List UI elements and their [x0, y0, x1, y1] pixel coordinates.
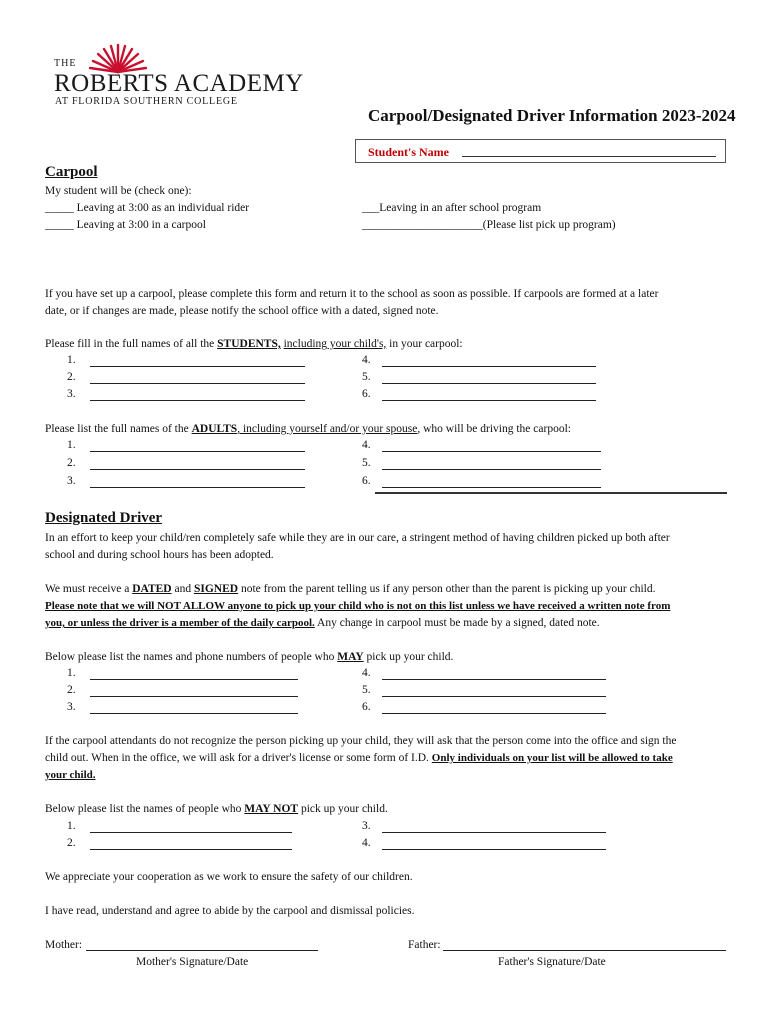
may-post: pick up your child. — [363, 651, 454, 663]
logo-subtitle: AT FLORIDA SOUTHERN COLLEGE — [55, 96, 238, 107]
option-individual-rider[interactable]: _____ Leaving at 3:00 as an individual rider — [45, 202, 250, 214]
page-title: Carpool/Designated Driver Information 2023-2024 — [368, 106, 736, 125]
adult-num-3: 3. — [67, 475, 76, 487]
maynot-num-4: 4. — [362, 837, 371, 849]
student-field-4[interactable] — [382, 366, 596, 367]
safety-para-line1: In an effort to keep your child/ren completely safe while they are in our care, a stringent method of having children picked up both after — [45, 532, 670, 544]
carpool-instructions-line2: date, or if changes are made, please notify the school office with a dated, signed note. — [45, 305, 439, 317]
may-not-emphasis: MAY NOT — [244, 803, 299, 815]
adult-num-1: 1. — [67, 439, 76, 451]
adult-field-6[interactable] — [382, 487, 601, 488]
student-field-6[interactable] — [382, 400, 596, 401]
student-field-3[interactable] — [90, 400, 305, 401]
student-num-2: 2. — [67, 371, 76, 383]
maynot-field-2[interactable] — [90, 849, 292, 850]
student-num-1: 1. — [67, 354, 76, 366]
may-num-1: 1. — [67, 667, 76, 679]
adult-field-2[interactable] — [90, 469, 305, 470]
not-allow-warning-line2 — [45, 615, 600, 632]
logo-name: ROBERTS ACADEMY — [54, 70, 304, 97]
may-emphasis: MAY — [337, 651, 364, 663]
maynot-field-4[interactable] — [382, 849, 606, 850]
dated-emphasis: DATED — [132, 583, 172, 595]
check-one-label: My student will be (check one): — [45, 185, 192, 197]
appreciation-text: We appreciate your cooperation as we work to ensure the safety of our children. — [45, 871, 413, 883]
only-individuals-emphasis: Only individuals on your list will be allowed to take — [431, 752, 673, 764]
adult-field-4[interactable] — [382, 451, 601, 452]
carpool-heading: Carpool — [45, 164, 98, 180]
students-post: in your carpool: — [386, 338, 463, 350]
adult-num-2: 2. — [67, 457, 76, 469]
adult-num-5: 5. — [362, 457, 371, 469]
adult-num-6: 6. — [362, 475, 371, 487]
adults-pre: Please list the full names of the — [45, 423, 192, 435]
attendants-para-line1: If the carpool attendants do not recognize the person picking up your child, they will ask that the person come into the office and sign the — [45, 735, 677, 747]
student-field-1[interactable] — [90, 366, 305, 367]
note-post: note from the parent telling us if any person other than the parent is picking up your child. — [238, 583, 656, 595]
attendants-line2-text: child out. When in the office, we will ask for a driver's license or some form of I.D. — [45, 752, 432, 764]
may-field-4[interactable] — [382, 679, 606, 680]
students-bold: STUDENTS, — [217, 338, 281, 350]
signed-emphasis: SIGNED — [193, 583, 239, 595]
maynot-field-3[interactable] — [382, 832, 606, 833]
adults-under: , including yourself and/or your spouse — [237, 423, 418, 435]
may-pre: Below please list the names and phone numbers of people who — [45, 651, 338, 663]
note-requirement-line1 — [45, 581, 656, 598]
may-field-3[interactable] — [90, 713, 298, 714]
may-field-1[interactable] — [90, 679, 298, 680]
not-allow-warning-bold: you, or unless the driver is a member of the daily carpool. — [45, 617, 315, 629]
adult-num-4: 4. — [362, 439, 371, 451]
mother-signature-caption: Mother's Signature/Date — [136, 956, 249, 968]
safety-para-line2: school and during school hours has been adopted. — [45, 549, 274, 561]
adult-field-5[interactable] — [382, 469, 601, 470]
student-num-4: 4. — [362, 354, 371, 366]
adults-instruction — [45, 421, 571, 438]
father-label: Father: — [408, 939, 441, 951]
attendants-para-line3: your child. — [45, 769, 96, 781]
students-under: including your child's, — [283, 338, 387, 350]
student-num-5: 5. — [362, 371, 371, 383]
note-and: and — [171, 583, 194, 595]
maynot-pre: Below please list the names of people who — [45, 803, 245, 815]
attendants-para-line2 — [45, 750, 673, 767]
may-num-2: 2. — [67, 684, 76, 696]
carpool-instructions-line1: If you have set up a carpool, please complete this form and return it to the school as soon as possible. If carpools are formed at a later — [45, 288, 659, 300]
may-not-pickup-instruction — [45, 801, 388, 818]
adults-bold: ADULTS — [191, 423, 238, 435]
father-signature-caption: Father's Signature/Date — [498, 956, 606, 968]
may-num-4: 4. — [362, 667, 371, 679]
student-num-3: 3. — [67, 388, 76, 400]
may-num-6: 6. — [362, 701, 371, 713]
option-after-school[interactable]: ___Leaving in an after school program — [362, 202, 542, 214]
adult-field-3[interactable] — [90, 487, 305, 488]
students-instruction — [45, 336, 463, 353]
logo-the: THE — [54, 58, 77, 69]
may-field-2[interactable] — [90, 696, 298, 697]
option-pickup-program[interactable]: _____________________(Please list pick up program) — [362, 219, 616, 231]
may-num-5: 5. — [362, 684, 371, 696]
may-field-5[interactable] — [382, 696, 606, 697]
mother-label: Mother: — [45, 939, 83, 951]
carpool-change-note: Any change in carpool must be made by a signed, dated note. — [314, 617, 600, 629]
option-carpool[interactable]: _____ Leaving at 3:00 in a carpool — [45, 219, 206, 231]
maynot-num-2: 2. — [67, 837, 76, 849]
maynot-num-3: 3. — [362, 820, 371, 832]
student-name-label: Student's Name — [368, 145, 450, 159]
may-field-6[interactable] — [382, 713, 606, 714]
mother-signature-field[interactable] — [86, 950, 318, 951]
maynot-num-1: 1. — [67, 820, 76, 832]
student-field-5[interactable] — [382, 383, 596, 384]
student-num-6: 6. — [362, 388, 371, 400]
designated-driver-heading: Designated Driver — [45, 510, 163, 526]
students-pre: Please fill in the full names of all the — [45, 338, 218, 350]
section-divider — [375, 492, 727, 494]
note-pre: We must receive a — [45, 583, 133, 595]
father-signature-field[interactable] — [443, 950, 726, 951]
may-pickup-instruction — [45, 649, 453, 666]
adult-field-1[interactable] — [90, 451, 305, 452]
student-field-2[interactable] — [90, 383, 305, 384]
maynot-post: pick up your child. — [298, 803, 388, 815]
adults-post: , who will be driving the carpool: — [417, 423, 571, 435]
agreement-text: I have read, understand and agree to abide by the carpool and dismissal policies. — [45, 905, 415, 917]
not-allow-warning-line1: Please note that we will NOT ALLOW anyone to pick up your child who is not on this list unless we have received a written note from — [45, 600, 671, 612]
may-num-3: 3. — [67, 701, 76, 713]
student-name-field[interactable] — [462, 156, 716, 157]
maynot-field-1[interactable] — [90, 832, 292, 833]
